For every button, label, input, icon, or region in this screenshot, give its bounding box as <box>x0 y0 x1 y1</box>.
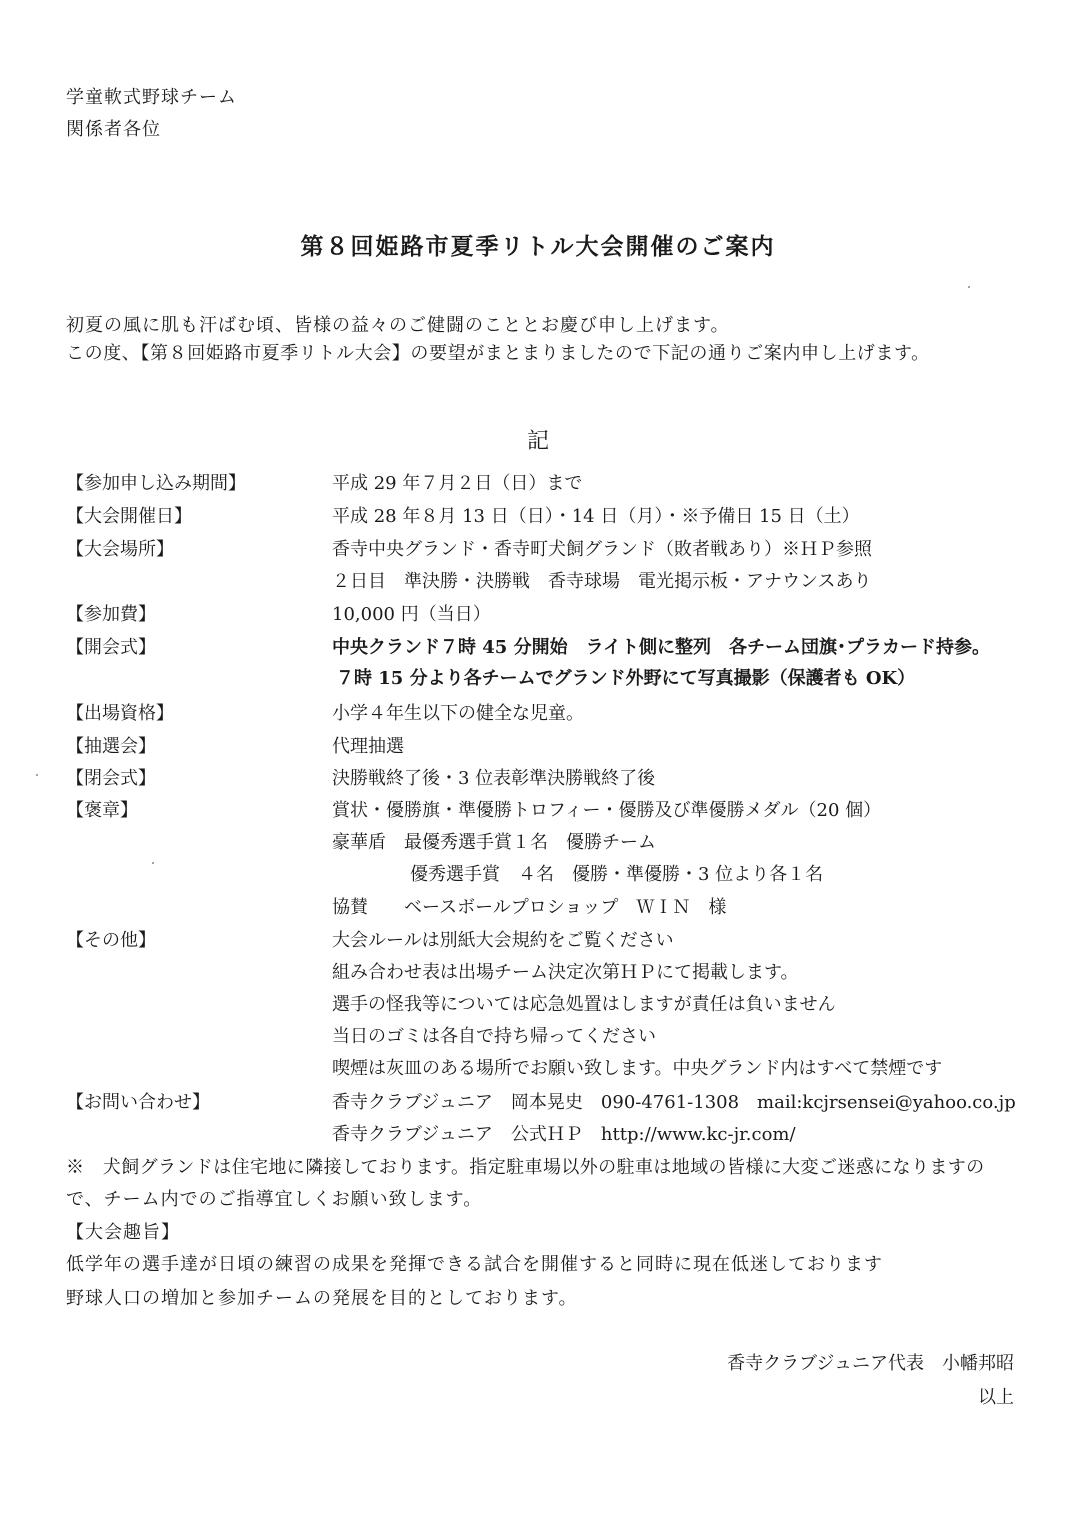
item-value: 豪華盾 最優秀選手賞１名 優勝チーム <box>332 832 656 853</box>
signature-name: 香寺クラブジュニア代表 小幡邦昭 <box>727 1353 1014 1374</box>
item-value: 中央クランド７時 45 分開始 ライト側に整列 各チーム団旗･プラカード持参。 <box>332 637 991 658</box>
document-title: 第８回姫路市夏季リトル大会開催のご案内 <box>300 233 776 260</box>
scan-speck <box>968 286 970 288</box>
closing-word: 以上 <box>978 1387 1014 1408</box>
item-label: 【開会式】 <box>66 637 156 658</box>
item-value: 決勝戦終了後・3 位表彰準決勝戦終了後 <box>332 768 656 789</box>
item-label: 【大会場所】 <box>66 539 174 560</box>
item-value: 賞状・優勝旗・準優勝トロフィー・優勝及び準優勝メダル（20 個） <box>332 800 882 821</box>
item-value: 喫煙は灰皿のある場所でお願い致します。中央グランド内はすべて禁煙です <box>332 1058 943 1079</box>
purpose-line: 低学年の選手達が日頃の練習の成果を発揮できる試合を開催すると同時に現在低迷しております <box>66 1254 883 1275</box>
item-value: 香寺クラブジュニア 公式ＨＰ http://www.kc-jr.com/ <box>332 1124 796 1145</box>
item-value: 選手の怪我等については応急処置はしますが責任は負いません <box>332 994 836 1015</box>
item-value: 協賛 ベースボールプロショップ ＷＩＮ 様 <box>332 897 727 918</box>
item-value: 平成 29 年７月２日（日）まで <box>332 473 583 494</box>
item-value: 10,000 円（当日） <box>332 604 491 625</box>
item-value: 香寺中央グランド・香寺町犬飼グランド（敗者戦あり）※ＨＰ参照 <box>332 539 872 560</box>
scan-speck <box>36 774 38 776</box>
item-value: 代理抽選 <box>332 736 404 757</box>
item-label: 【その他】 <box>66 930 156 951</box>
item-label: 【大会開催日】 <box>66 506 192 527</box>
item-label: 【閉会式】 <box>66 768 156 789</box>
addressee-line: 関係者各位 <box>66 119 161 140</box>
item-value: 香寺クラブジュニア 岡本晃史 090-4761-1308 mail:kcjrsensei@yahoo.co.jp <box>332 1092 1016 1113</box>
scan-speck <box>152 862 154 864</box>
item-value: 小学４年生以下の健全な児童。 <box>332 703 584 724</box>
addressee-line: 学童軟式野球チーム <box>66 87 237 108</box>
item-label: 【参加申し込み期間】 <box>66 473 246 494</box>
item-label: 【お問い合わせ】 <box>66 1092 210 1113</box>
item-value: 大会ルールは別紙大会規約をご覧ください <box>332 930 674 951</box>
greeting-line: 初夏の風に肌も汗ばむ頃、皆様の益々のご健闘のこととお慶び申し上げます。 <box>66 315 730 336</box>
item-value: 平成 28 年８月 13 日（日）・14 日（月）・※予備日 15 日（土） <box>332 506 860 527</box>
ki-heading: 記 <box>526 429 549 454</box>
parking-note: で、チーム内でのご指導宜しくお願い致します。 <box>66 1189 483 1210</box>
item-value: ７時 15 分より各チームでグランド外野にて写真撮影（保護者も OK） <box>336 668 916 689</box>
purpose-label: 【大会趣旨】 <box>66 1222 180 1243</box>
item-label: 【褒章】 <box>66 800 138 821</box>
parking-note: ※ 犬飼グランドは住宅地に隣接しております。指定駐車場以外の駐車は地域の皆様に大変ご迷惑になりますの <box>66 1157 985 1178</box>
item-value: 当日のゴミは各自で持ち帰ってください <box>332 1026 656 1047</box>
item-value: 優秀選手賞 ４名 優勝・準優勝・3 位より各１名 <box>410 864 824 885</box>
item-label: 【出場資格】 <box>66 703 174 724</box>
item-value: ２日目 準決勝・決勝戦 香寺球場 電光掲示板・アナウンスあり <box>332 571 872 592</box>
item-label: 【抽選会】 <box>66 736 156 757</box>
greeting-line: この度、【第８回姫路市夏季リトル大会】の要望がまとまりましたので下記の通りご案内申し上げます。 <box>66 343 930 364</box>
item-label: 【参加費】 <box>66 604 156 625</box>
purpose-line: 野球人口の増加と参加チームの発展を目的としております。 <box>66 1288 578 1309</box>
item-value: 組み合わせ表は出場チーム決定次第ＨＰにて掲載します。 <box>332 962 799 983</box>
